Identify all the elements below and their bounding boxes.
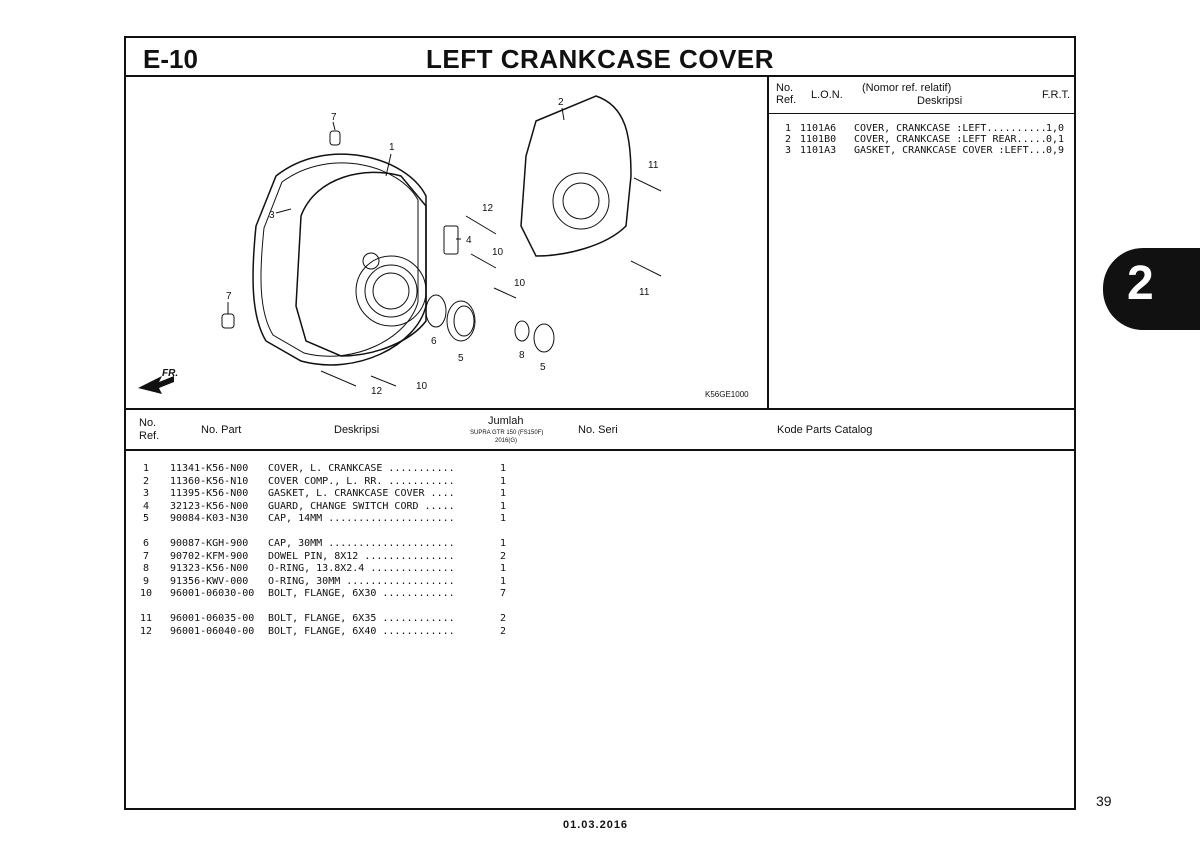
table-row: 10 96001-06030-00 BOLT, FLANGE, 6X30 ............ 7 xyxy=(139,588,507,599)
lon-col-noref: No. Ref. xyxy=(776,82,797,106)
lon-row: 1 1101A6 COVER, CRANKCASE :LEFT.......... 1,0 xyxy=(784,123,1065,134)
callout-10-c: 10 xyxy=(416,381,428,392)
callout-2: 2 xyxy=(558,97,564,108)
callout-7-top: 7 xyxy=(331,112,337,123)
table-row: 4 32123-K56-N00 GUARD, CHANGE SWITCH CORD ..... 1 xyxy=(142,500,507,512)
parts-col-model: SUPRA GTR 150 (FS150F) xyxy=(470,430,544,436)
footer-date: 01.03.2016 xyxy=(563,819,629,831)
switch-cord-guard xyxy=(444,226,458,254)
lon-col-nomor: (Nomor ref. relatif) xyxy=(862,82,952,94)
callout-12-bottom: 12 xyxy=(371,386,383,397)
callout-8: 8 xyxy=(519,350,525,361)
lon-col-lon: L.O.N. xyxy=(811,89,843,101)
diagram-divider xyxy=(767,76,769,409)
bolt-12-bottom xyxy=(321,371,356,386)
fr-label: FR. xyxy=(162,368,179,379)
callout-11-bottom: 11 xyxy=(639,287,650,298)
lon-header-divider xyxy=(769,113,1076,114)
page-number: 39 xyxy=(1096,793,1112,809)
cap-5 xyxy=(534,324,554,352)
parts-col-seri: No. Seri xyxy=(578,424,618,436)
row-gap xyxy=(136,601,518,614)
dowel-pin-bottom xyxy=(222,314,234,328)
gasket-inner xyxy=(261,163,418,356)
dowel-pin-top xyxy=(330,131,340,145)
table-row: 9 91356-KWV-000 O-RING, 30MM .................. 1 xyxy=(142,575,507,587)
callout-10-a: 10 xyxy=(492,247,504,258)
callout-12-top: 12 xyxy=(482,203,494,214)
section-code: E-10 xyxy=(143,44,198,74)
o-ring-8 xyxy=(515,321,529,341)
callout-11-top: 11 xyxy=(648,160,659,171)
o-ring-9 xyxy=(426,295,446,327)
page-title: LEFT CRANKCASE COVER xyxy=(425,44,774,74)
exploded-diagram xyxy=(126,76,766,408)
callout-6: 5 xyxy=(458,353,464,364)
diagram-code: K56GE1000 xyxy=(705,390,749,399)
parts-col-jumlah: Jumlah xyxy=(488,415,524,427)
lon-row: 3 1101A3 GASKET, CRANKCASE COVER :LEFT... 0,9 xyxy=(784,145,1065,156)
callout-5: 5 xyxy=(540,362,546,373)
table-row: 8 91323-K56-N00 O-RING, 13.8X2.4 .............. 1 xyxy=(142,563,507,574)
lon-col-frt: F.R.T. xyxy=(1042,89,1071,101)
lon-col-deskripsi: Deskripsi xyxy=(917,95,963,107)
callout-4: 4 xyxy=(466,235,472,246)
bolt-11-top xyxy=(634,178,661,191)
table-row: 12 96001-06040-00 BOLT, FLANGE, 6X40 ............ 2 xyxy=(139,625,507,637)
table-row: 3 11395-K56-N00 GASKET, L. CRANKCASE COVER .... 1 xyxy=(142,488,507,499)
section-tab-number: 2 xyxy=(1127,257,1154,310)
parts-col-kode: Kode Parts Catalog xyxy=(777,424,873,436)
parts-col-noref: No. Ref. xyxy=(139,417,160,442)
row-gap xyxy=(136,526,518,539)
gasket-outline xyxy=(253,154,426,365)
callout-7-bottom: 7 xyxy=(226,291,232,302)
parts-col-desc: Deskripsi xyxy=(334,424,380,436)
parts-table-body xyxy=(136,463,518,638)
bolt-12-top xyxy=(466,216,496,234)
table-row: 1 11341-K56-N00 COVER, L. CRANKCASE ........... 1 xyxy=(142,463,507,474)
callout-9: 6 xyxy=(431,336,437,347)
table-row: 11 96001-06035-00 BOLT, FLANGE, 6X35 ............ 2 xyxy=(139,613,507,624)
bolt-11-bottom xyxy=(631,261,661,276)
parts-col-part: No. Part xyxy=(201,424,242,436)
bolt-10-b xyxy=(494,288,516,298)
table-row: 2 11360-K56-N10 COVER COMP., L. RR. ........... 1 xyxy=(142,475,507,487)
rear-cover xyxy=(521,96,631,256)
callout-10-b: 10 xyxy=(514,278,526,289)
callout-1: 1 xyxy=(389,142,395,153)
lon-table-body xyxy=(776,123,1064,156)
parts-header-divider xyxy=(124,449,1076,451)
bolt-10-c xyxy=(371,376,396,386)
crankcase-cover xyxy=(296,172,426,356)
table-row: 7 90702-KFM-900 DOWEL PIN, 8X12 ............... 2 xyxy=(142,550,507,562)
callout-3: 3 xyxy=(269,210,275,221)
table-row: 5 90084-K03-N30 CAP, 14MM ..................... 1 xyxy=(142,513,507,524)
parts-col-year: 2016(G) xyxy=(495,438,518,444)
parts-top-divider xyxy=(124,408,1076,410)
table-row: 6 90087-KGH-900 CAP, 30MM ..................... 1 xyxy=(142,538,507,549)
cover-hub xyxy=(356,256,426,326)
lon-row: 2 1101B0 COVER, CRANKCASE :LEFT REAR..... 0,1 xyxy=(784,134,1065,145)
